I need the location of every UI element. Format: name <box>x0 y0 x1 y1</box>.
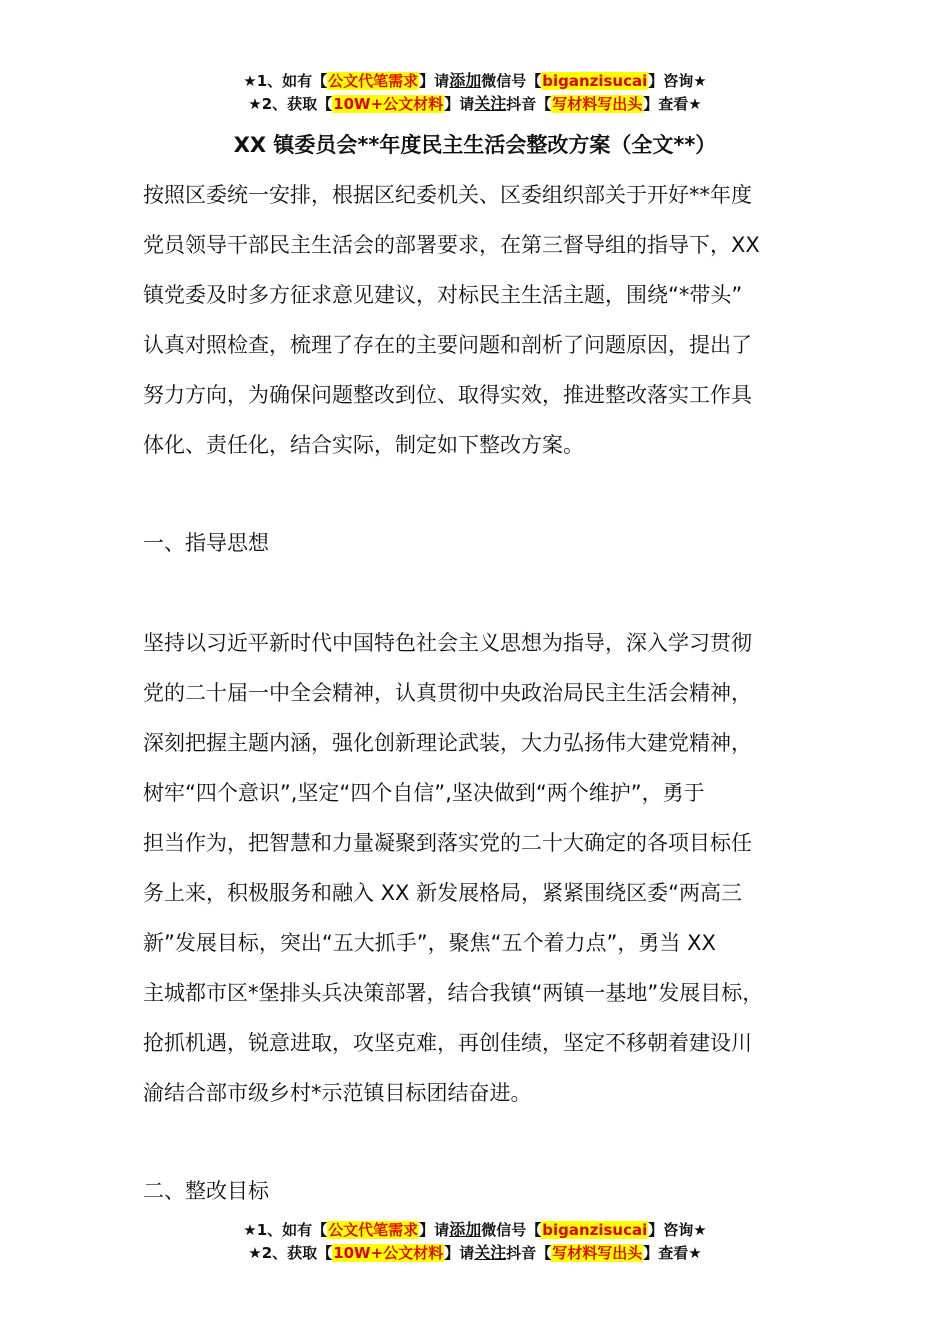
document-title: XX 镇委员会**年度民主生活会整改方案（全文**） <box>233 133 717 157</box>
promo-text: 】请 <box>419 72 450 90</box>
promo-text: 】请 <box>444 1244 475 1262</box>
guide-line: 树牢“四个意识”,坚定“四个自信”,坚决做到“两个维护”，勇于 <box>143 781 705 805</box>
promo-douyin-id: 写材料写出头 <box>552 95 643 113</box>
promo-text: 】咨询★ <box>648 1221 707 1239</box>
promo-underlined: 关注 <box>474 94 507 113</box>
promo-underlined: 添加 <box>449 1220 482 1239</box>
intro-line: 认真对照检查，梳理了存在的主要问题和剖析了问题原因，提出了 <box>143 333 752 357</box>
intro-line: 体化、责任化，结合实际，制定如下整改方案。 <box>143 433 584 457</box>
promo-highlight: 10W+公文材料 <box>333 1244 444 1262</box>
promo-text: ★1、如有【 <box>243 1221 328 1239</box>
promo-text: 抖音【 <box>506 95 552 113</box>
guide-line: 坚持以习近平新时代中国特色社会主义思想为指导，深入学习贯彻 <box>143 631 752 655</box>
promo-underlined: 添加 <box>449 71 482 90</box>
top-promo-banner <box>0 70 950 116</box>
promo-text: ★2、获取【 <box>248 95 333 113</box>
guide-line: 务上来，积极服务和融入 XX 新发展格局，紧紧围绕区委“两高三 <box>143 881 743 905</box>
promo-text: 】查看★ <box>643 95 702 113</box>
guide-line: 新”发展目标，突出“五大抓手”，聚焦“五个着力点”，勇当 XX <box>143 931 716 955</box>
promo-wechat-id: biganzisucai <box>542 72 648 90</box>
bottom-promo-banner <box>0 1219 950 1265</box>
promo-wechat-id: biganzisucai <box>542 1221 648 1239</box>
promo-text: 】请 <box>419 1221 450 1239</box>
intro-line: 镇党委及时多方征求意见建议，对标民主生活主题，围绕“*带头” <box>143 283 743 307</box>
promo-text: 微信号【 <box>481 72 542 90</box>
promo-line-1 <box>0 1219 950 1242</box>
promo-douyin-id: 写材料写出头 <box>552 1244 643 1262</box>
intro-paragraph <box>143 170 833 470</box>
section-heading-rectification-goals: 二、整改目标 <box>143 1179 269 1203</box>
promo-text: 】咨询★ <box>648 72 707 90</box>
guide-line: 抢抓机遇，锐意进取，攻坚克难，再创佳绩，坚定不移朝着建设川 <box>143 1031 752 1055</box>
promo-text: 】请 <box>444 95 475 113</box>
guide-line: 深刻把握主题内涵，强化创新理论武装，大力弘扬伟大建党精神， <box>143 731 752 755</box>
intro-line: 按照区委统一安排，根据区纪委机关、区委组织部关于开好**年度 <box>143 183 752 207</box>
promo-highlight: 10W+公文材料 <box>333 95 444 113</box>
promo-text: 微信号【 <box>481 1221 542 1239</box>
section-heading-guiding-thought: 一、指导思想 <box>143 531 269 555</box>
promo-highlight: 公文代笔需求 <box>328 72 419 90</box>
promo-text: ★1、如有【 <box>243 72 328 90</box>
promo-text: 抖音【 <box>506 1244 552 1262</box>
guiding-thought-paragraph <box>143 618 833 1118</box>
promo-text: ★2、获取【 <box>248 1244 333 1262</box>
guide-line: 主城都市区*堡排头兵决策部署，结合我镇“两镇一基地”发展目标， <box>143 981 764 1005</box>
promo-line-2 <box>0 1242 950 1265</box>
guide-line: 渝结合部市级乡村*示范镇目标团结奋进。 <box>143 1081 532 1105</box>
promo-underlined: 关注 <box>474 1243 507 1262</box>
promo-highlight: 公文代笔需求 <box>328 1221 419 1239</box>
guide-line: 担当作为，把智慧和力量凝聚到落实党的二十大确定的各项目标任 <box>143 831 752 855</box>
promo-line-1 <box>0 70 950 93</box>
promo-line-2 <box>0 93 950 116</box>
guide-line: 党的二十届一中全会精神，认真贯彻中央政治局民主生活会精神， <box>143 681 752 705</box>
intro-line: 党员领导干部民主生活会的部署要求，在第三督导组的指导下，XX <box>143 233 760 257</box>
intro-line: 努力方向，为确保问题整改到位、取得实效，推进整改落实工作具 <box>143 383 752 407</box>
promo-text: 】查看★ <box>643 1244 702 1262</box>
